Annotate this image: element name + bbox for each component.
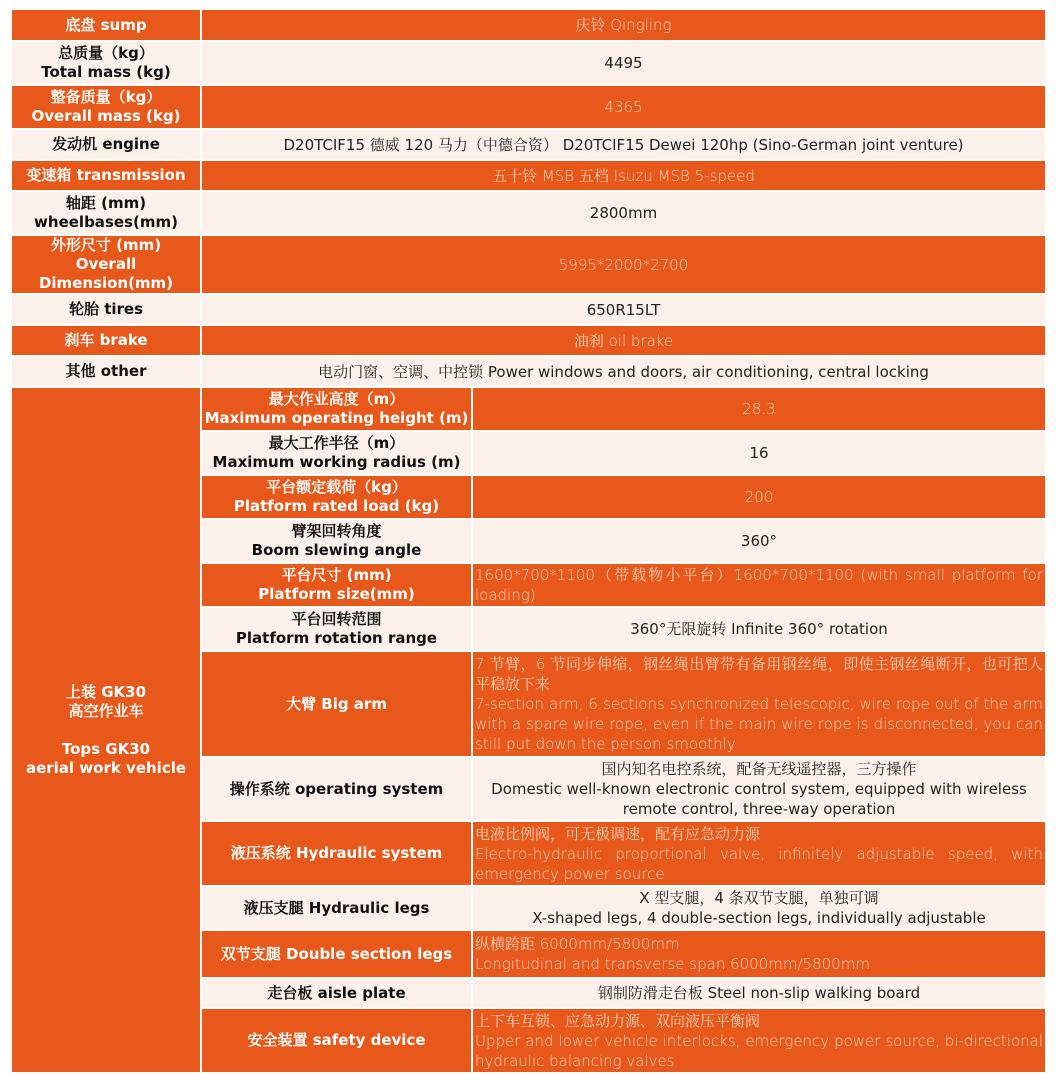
spec-value: 钢制防滑走台板 Steel non-slip walking board bbox=[473, 979, 1045, 1007]
spec-label: 液压系统 Hydraulic system bbox=[202, 822, 471, 885]
spec-label: 平台额定载荷（kg） Platform rated load (kg) bbox=[202, 476, 471, 518]
spec-row bbox=[12, 192, 1045, 234]
spec-row bbox=[12, 86, 1045, 128]
spec-label: 平台尺寸 (mm) Platform size(mm) bbox=[202, 564, 471, 606]
spec-value: 650R15LT bbox=[202, 295, 1045, 324]
spec-label: 底盘 sump bbox=[12, 10, 200, 40]
spec-row bbox=[12, 130, 1045, 159]
spec-row bbox=[12, 357, 1045, 386]
spec-row bbox=[12, 295, 1045, 324]
upper-group-label: 上装 GK30 高空作业车 Tops GK30 aerial work vehicle bbox=[12, 388, 200, 1072]
spec-value: 16 bbox=[473, 432, 1045, 474]
spec-value: 纵横跨距 6000mm/5800mm Longitudinal and transverse span 6000mm/5800mm bbox=[473, 931, 1045, 977]
spec-label: 最大作业高度（m） Maximum operating height (m) bbox=[202, 388, 471, 430]
spec-value: 油刹 oil brake bbox=[202, 326, 1045, 355]
spec-value: 360° bbox=[473, 520, 1045, 562]
spec-value: X 型支腿，4 条双节支腿，单独可调 X-shaped legs, 4 double-section legs, individually adjustable bbox=[473, 887, 1045, 929]
spec-value: 2800mm bbox=[202, 192, 1045, 234]
spec-value: 5995*2000*2700 bbox=[202, 236, 1045, 293]
spec-label: 发动机 engine bbox=[12, 130, 200, 159]
spec-label: 液压支腿 Hydraulic legs bbox=[202, 887, 471, 929]
spec-value: 28.3 bbox=[473, 388, 1045, 430]
spec-label: 刹车 brake bbox=[12, 326, 200, 355]
spec-row bbox=[12, 42, 1045, 84]
spec-label: 变速箱 transmission bbox=[12, 161, 200, 190]
spec-row bbox=[12, 161, 1045, 190]
spec-value: D20TCIF15 德威 120 马力（中德合资） D20TCIF15 Dewei 120hp (Sino-German joint venture) bbox=[202, 130, 1045, 159]
spec-value: 上下车互锁、应急动力源、双向液压平衡阀 Upper and lower vehicle interlocks, emergency power source, bi-directional hydraulic balancing valves bbox=[473, 1009, 1045, 1072]
spec-value: 电液比例阀，可无极调速，配有应急动力源 Electro-hydraulic proportional valve, infinitely adjustable speed, with emergency power source bbox=[473, 822, 1045, 885]
spec-label: 安全装置 safety device bbox=[202, 1009, 471, 1072]
upper-spec-row bbox=[12, 388, 1045, 430]
spec-value: 360°无限旋转 Infinite 360° rotation bbox=[473, 608, 1045, 650]
spec-row bbox=[12, 10, 1045, 40]
spec-label: 平台回转范围 Platform rotation range bbox=[202, 608, 471, 650]
spec-label: 最大工作半径（m） Maximum working radius (m) bbox=[202, 432, 471, 474]
spec-value: 庆铃 Qingling bbox=[202, 10, 1045, 40]
spec-value: 1600*700*1100（带载物小平台）1600*700*1100 (with small platform for loading) bbox=[475, 566, 1043, 604]
spec-table bbox=[10, 8, 1047, 1074]
spec-value: 五十铃 MSB 五档 Isuzu MSB 5-speed bbox=[202, 161, 1045, 190]
spec-label: 其他 other bbox=[12, 357, 200, 386]
spec-label: 轮胎 tires bbox=[12, 295, 200, 324]
spec-label: 总质量（kg） Total mass (kg) bbox=[12, 42, 200, 84]
spec-label: 臂架回转角度 Boom slewing angle bbox=[202, 520, 471, 562]
spec-value: 国内知名电控系统，配备无线遥控器，三方操作 Domestic well-known electronic control system, equipped with wireless remote control, three-way operation bbox=[473, 758, 1045, 820]
spec-label: 大臂 Big arm bbox=[202, 652, 471, 756]
spec-row bbox=[12, 326, 1045, 355]
spec-label: 轴距 (mm) wheelbases(mm) bbox=[12, 192, 200, 234]
spec-value: 200 bbox=[473, 476, 1045, 518]
spec-label: 走台板 aisle plate bbox=[202, 979, 471, 1007]
spec-value: 7 节臂，6 节同步伸缩，钢丝绳出臂带有备用钢丝绳，即使主钢丝绳断开，也可把人平稳放下来 7-section arm, 6 sections synchronized telescopic, wire rope out of the arm with a spare wire rope, even if the main wire rope is disconnected, you can still put down the person smoothly bbox=[473, 652, 1045, 756]
spec-label: 外形尺寸 (mm) Overall Dimension(mm) bbox=[12, 236, 200, 293]
spec-row bbox=[12, 236, 1045, 293]
spec-value: 4495 bbox=[202, 42, 1045, 84]
spec-label: 整备质量（kg） Overall mass (kg) bbox=[12, 86, 200, 128]
spec-value: 4365 bbox=[202, 86, 1045, 128]
spec-label: 双节支腿 Double section legs bbox=[202, 931, 471, 977]
spec-label: 操作系统 operating system bbox=[202, 758, 471, 820]
spec-value: 电动门窗、空调、中控锁 Power windows and doors, air conditioning, central locking bbox=[202, 357, 1045, 386]
